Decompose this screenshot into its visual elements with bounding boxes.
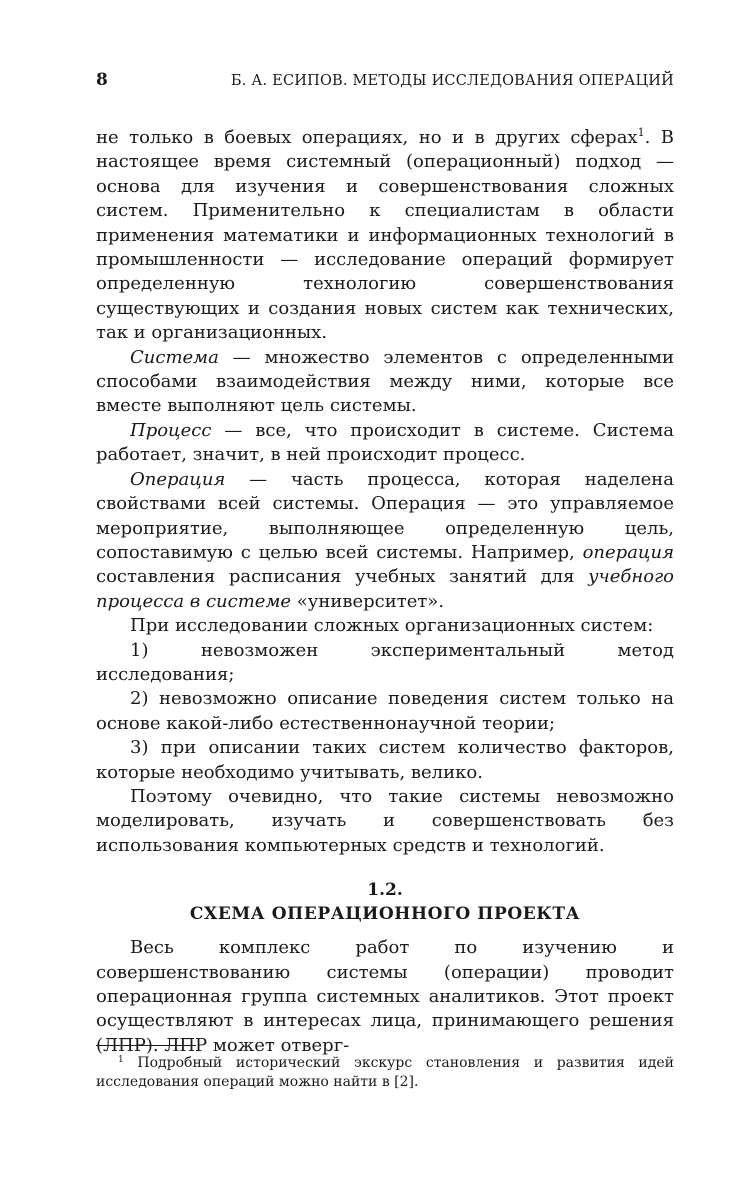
footnote-text: Подробный исторический экскурс становления и развития идей исследования операций можно найти в [2]. (96, 1055, 674, 1090)
term-system: Система (130, 346, 219, 368)
paragraph-process-definition: Процесс — все, что происходит в системе. Система работает, значит, в ней происходит процесс. (96, 419, 674, 466)
page (96, 70, 674, 1058)
list-item-1: 1) невозможен экспериментальный метод исследования; (96, 639, 674, 685)
page-number: 8 (96, 70, 109, 90)
paragraph-conclusion: Поэтому очевидно, что такие системы невозможно моделировать, изучать и совершенствовать без использования компьютерных средств и технологий. (96, 785, 674, 856)
term-operation: Операция (130, 468, 226, 490)
footnote (96, 1054, 674, 1092)
list-item-3: 3) при описании таких систем количество факторов, которые необходимо учитывать, велико. (96, 737, 674, 783)
section-heading (96, 878, 674, 926)
footnote-ref[interactable]: 1 (637, 126, 645, 139)
running-title: Б. А. ЕСИПОВ. МЕТОДЫ ИССЛЕДОВАНИЯ ОПЕРАЦИЙ (230, 73, 674, 89)
paragraph-complex-intro: При исследовании сложных организационных систем: (130, 615, 654, 637)
section-number: 1.2. (367, 880, 403, 901)
main-text (96, 126, 674, 1058)
list-item-2: 2) невозможно описание поведения систем только на основе какой-либо естественнонаучной теории; (96, 688, 674, 734)
running-header (96, 70, 674, 102)
paragraph-operation-definition: Операция — часть процесса, которая наделена свойствами всей системы. Операция — это управляемое мероприятие, выполняющее определенную цель, сопоставимую с целью всей системы. Например, операция составления расписания учебных занятий для учебного процесса в системе «университет». (96, 468, 674, 612)
footnote-mark: 1 (118, 1055, 124, 1065)
footnote-divider (96, 1045, 196, 1046)
paragraph-system-definition: Система — множество элементов с определенными способами взаимодействия между ними, которые все вместе выполняют цель системы. (96, 346, 674, 417)
paragraph-section-text: Весь комплекс работ по изучению и совершенствованию системы (операции) проводит операционная группа системных аналитиков. Этот проект осуществляют в интересах лица, принимающего решения (ЛПР). ЛПР может отверг- (96, 937, 674, 1056)
section-title: СХЕМА ОПЕРАЦИОННОГО ПРОЕКТА (189, 904, 581, 925)
paragraph-intro: не только в боевых операциях, но и в других сферах$^1$. В настоящее время системный (операционный) подход — основа для изучения и совершенствования сложных систем. Применительно к специалистам в области применения математики и информационных технологий в промышленности — исследование операций формирует определенную технологию совершенствования существующих и создания новых систем как технических, так и организационных. (96, 126, 674, 344)
term-process: Процесс (130, 419, 212, 441)
